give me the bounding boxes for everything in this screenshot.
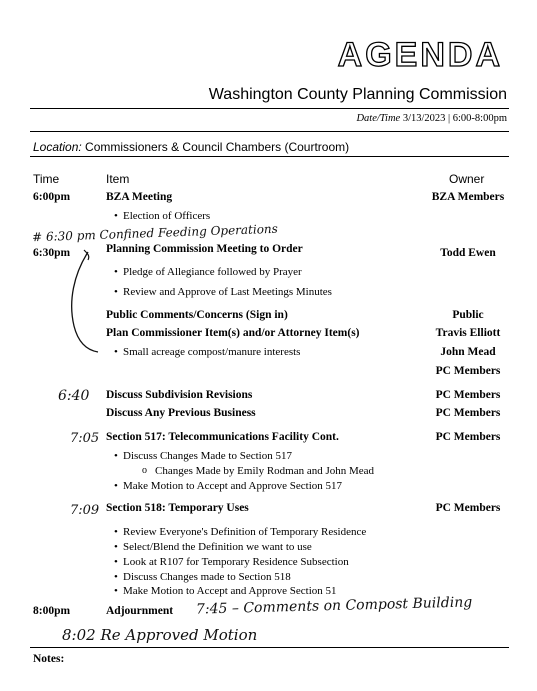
owner-public: Public [452, 309, 484, 321]
time-pc: 6:30pm [33, 247, 71, 259]
item-bza-meeting: BZA Meeting [106, 191, 173, 203]
attorney-bullet-1: • Small acreage compost/manure interests [123, 346, 300, 358]
date-value: 3/13/2023 | 6:00-8:00pm [402, 113, 507, 124]
handwritten-time-705: 7:05 [70, 431, 100, 446]
column-header-time: Time [33, 172, 60, 186]
s518-bullet-3: • Look at R107 for Temporary Residence Subsection [123, 556, 349, 568]
date-divider [30, 131, 509, 132]
s518-bullet-5: • Make Motion to Accept and Approve Section 51 [123, 585, 337, 597]
owner-previous-business: PC Members [435, 407, 501, 419]
s517-sub-bullet-1: o Changes Made by Emily Rodman and John Mead [155, 465, 374, 477]
time-adjournment: 8:00pm [33, 605, 71, 617]
owner-bza: BZA Members [431, 191, 505, 203]
date-label: Date/Time [356, 113, 401, 124]
pc-bullet-2: • Review and Approve of Last Meetings Minutes [123, 286, 332, 298]
owner-pc: Todd Ewen [440, 247, 496, 259]
bza-bullet-1: • Election of Officers [123, 210, 210, 222]
notes-divider [30, 647, 509, 648]
owner-pc-members-1: PC Members [435, 365, 501, 377]
time-bza: 6:00pm [33, 191, 71, 203]
handwritten-note-cafo: # 6:30 pm Confined Feeding Operations [31, 221, 279, 245]
owner-subdivision: PC Members [435, 389, 501, 401]
column-header-item: Item [106, 172, 130, 186]
column-header-owner: Owner [449, 172, 485, 186]
owner-john-mead: John Mead [440, 346, 496, 358]
s517-bullet-1: • Discuss Changes Made to Section 517 [123, 450, 292, 462]
handwritten-note-802: 8:02 Re Approved Motion [62, 626, 258, 644]
item-pc-meeting: Planning Commission Meeting to Order [106, 243, 303, 255]
pc-bullet-1: • Pledge of Allegiance followed by Prayer [123, 266, 302, 278]
s518-bullet-1: • Review Everyone's Definition of Temporary Residence [123, 526, 366, 538]
location-divider [30, 156, 509, 157]
owner-attorney: Travis Elliott [435, 327, 501, 339]
item-public-comments: Public Comments/Concerns (Sign in) [106, 309, 288, 321]
location-value: Commissioners & Council Chambers (Courtroom) [85, 140, 350, 154]
item-adjournment: Adjournment [106, 605, 174, 617]
s518-bullet-2: • Select/Blend the Definition we want to use [123, 541, 312, 553]
organization-name: Washington County Planning Commission [208, 86, 507, 103]
item-section-517: Section 517: Telecommunications Facility Cont. [106, 431, 339, 443]
location-label: Location: [33, 140, 82, 154]
location-line [33, 140, 349, 154]
owner-section-517: PC Members [435, 431, 501, 443]
handwritten-bracket [66, 246, 106, 358]
item-subdivision-revisions: Discuss Subdivision Revisions [106, 389, 253, 401]
item-attorney: Plan Commissioner Item(s) and/or Attorney Item(s) [106, 327, 360, 339]
handwritten-time-640: 6:40 [58, 388, 90, 404]
owner-section-518: PC Members [435, 502, 501, 514]
item-previous-business: Discuss Any Previous Business [106, 407, 256, 419]
date-time-line [356, 113, 507, 124]
header-divider [30, 108, 509, 109]
s517-bullet-2: • Make Motion to Accept and Approve Section 517 [123, 480, 342, 492]
s518-bullet-4: • Discuss Changes made to Section 518 [123, 571, 291, 583]
handwritten-time-709: 7:09 [70, 503, 100, 518]
notes-label: Notes: [33, 653, 65, 665]
handwritten-note-745: 7:45 – Comments on Compost Building [195, 594, 473, 618]
item-section-518: Section 518: Temporary Uses [106, 502, 249, 514]
agenda-title: AGENDA [337, 36, 503, 74]
